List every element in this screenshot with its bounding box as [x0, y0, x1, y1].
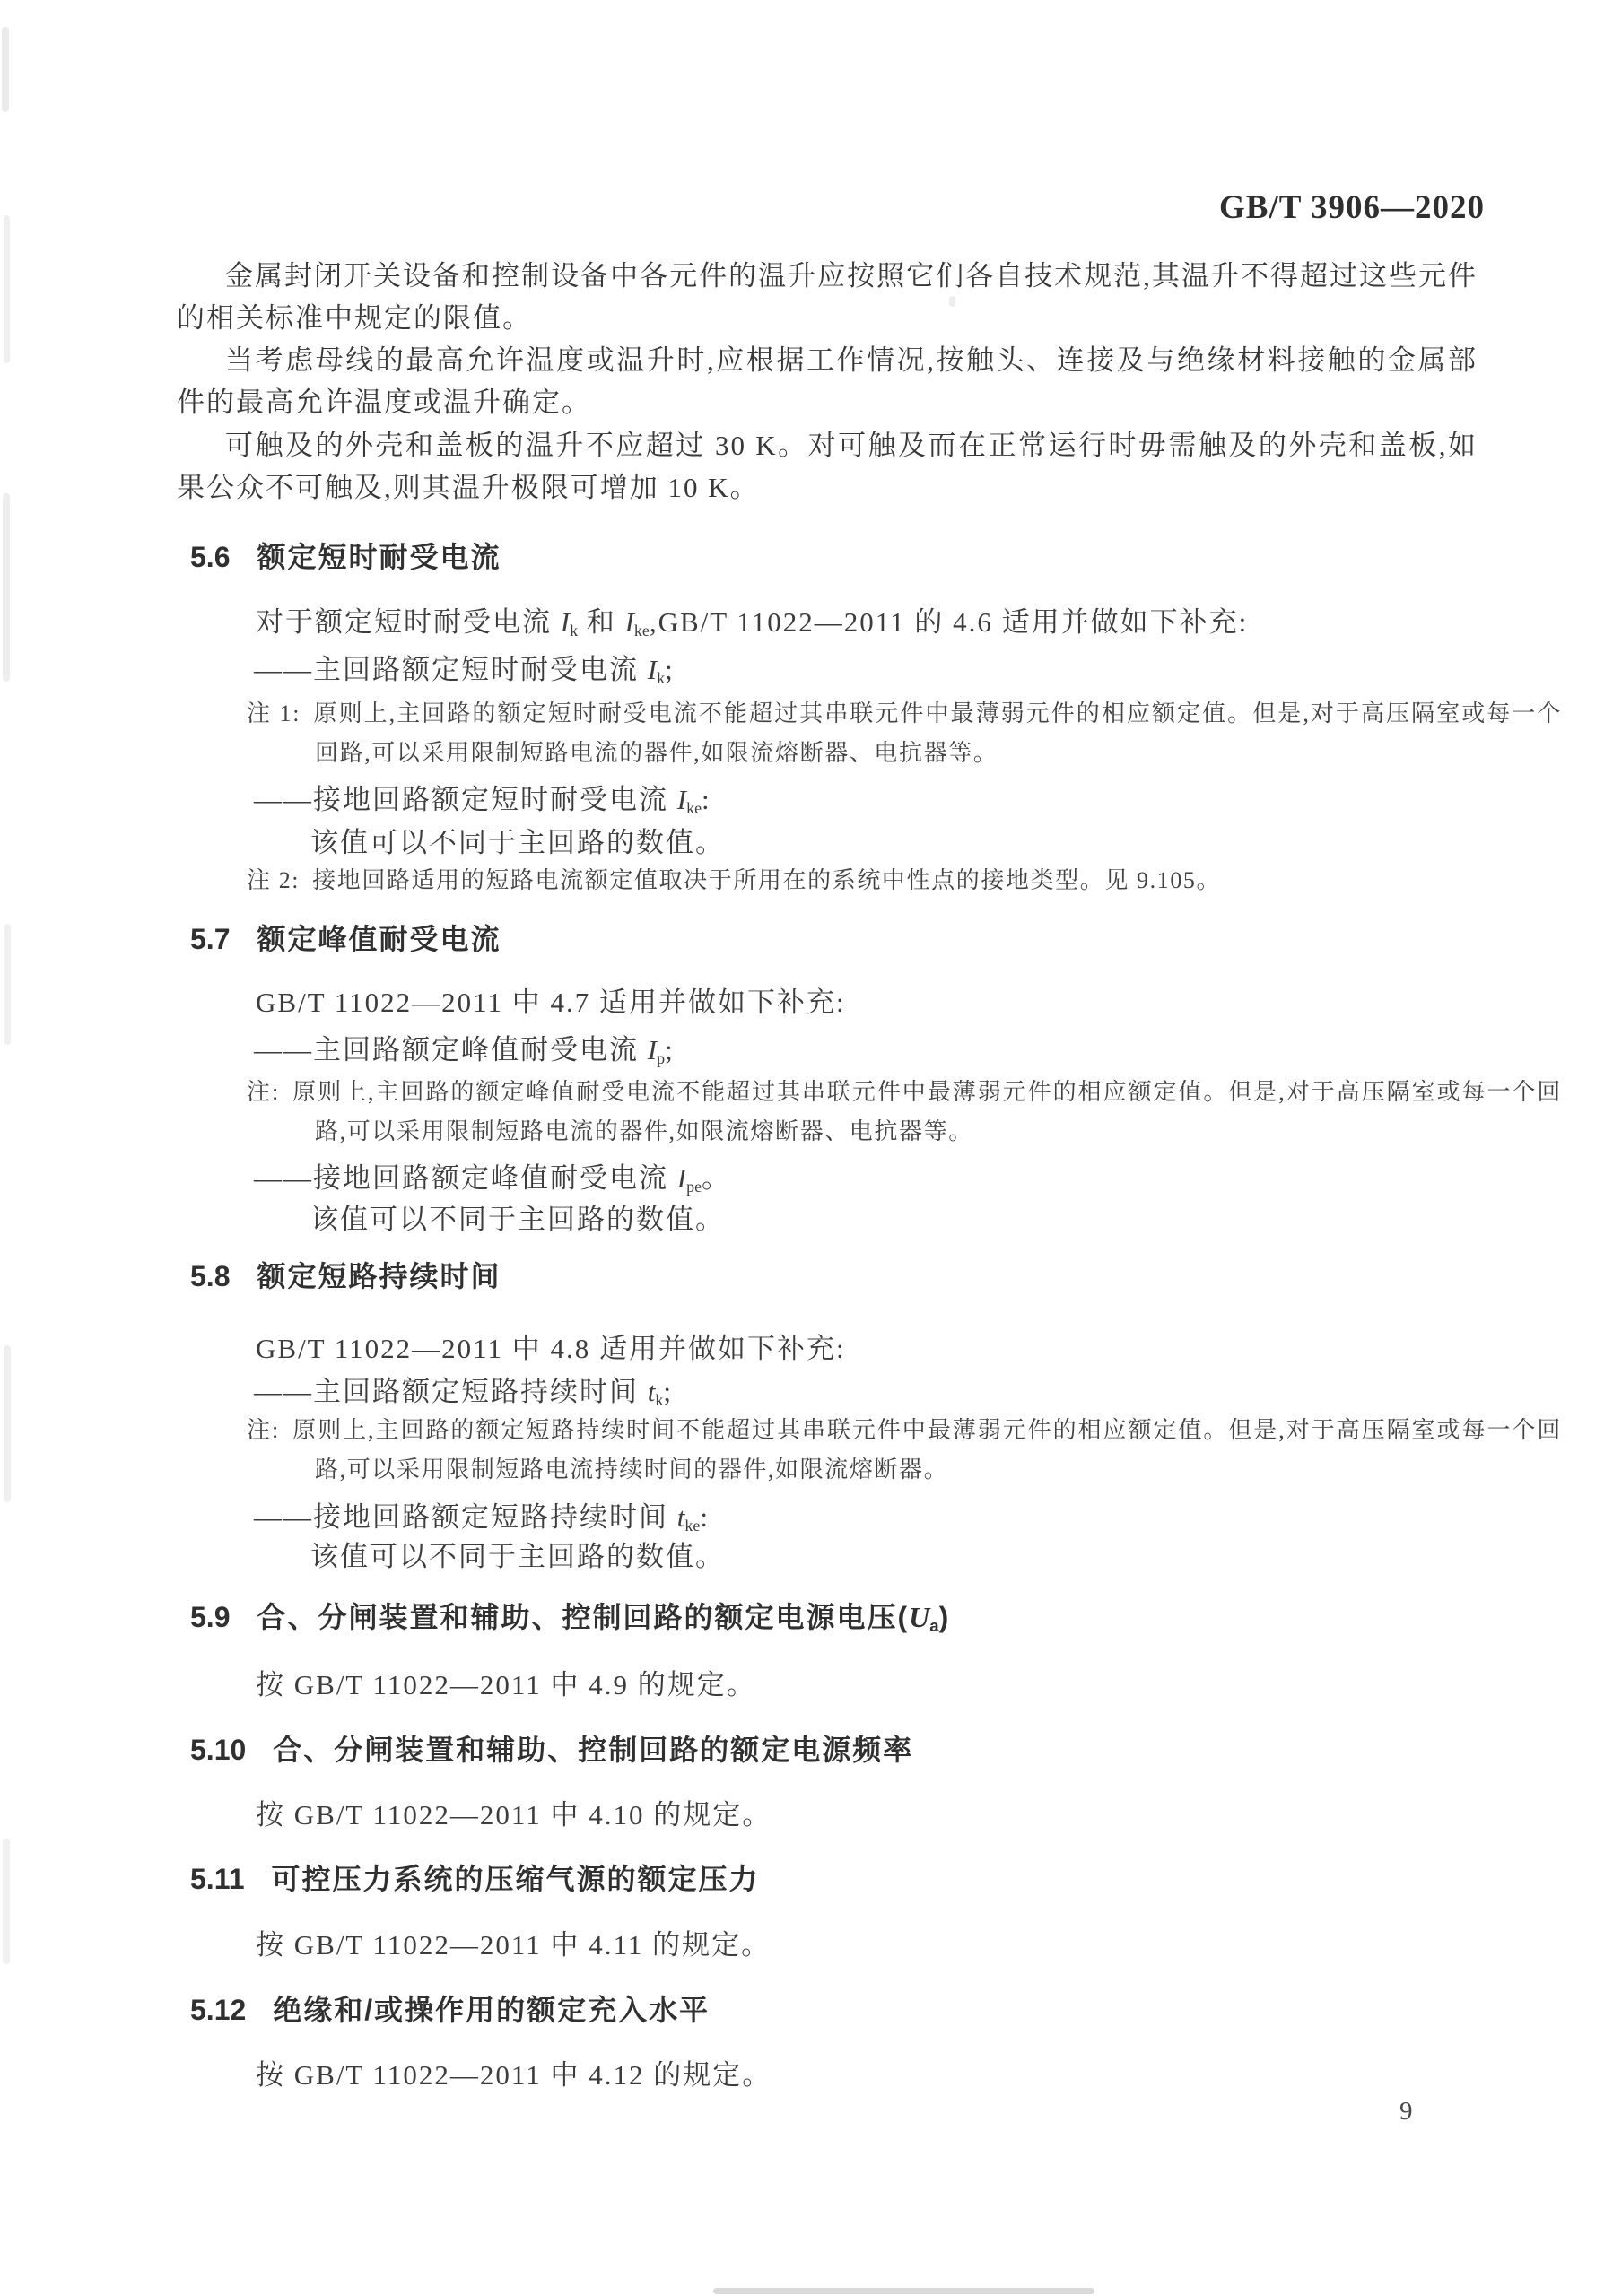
section-number: 5.11 — [190, 1863, 245, 1895]
section-number: 5.12 — [190, 1994, 247, 2026]
section-number: 5.10 — [190, 1734, 247, 1766]
section-heading-5-6 — [190, 535, 501, 576]
paragraph: 可触及的外壳和盖板的温升不应超过 30 K。对可触及而在正常运行时毋需触及的外壳和盖板,如果公众不可触及,则其温升极限可增加 10 K。 — [177, 430, 1478, 503]
dash-item: ——主回路额定峰值耐受电流 Ip; — [254, 1034, 675, 1068]
scan-artifact — [4, 215, 10, 363]
section-title: 合、分闸装置和辅助、控制回路的额定电源电压(Ua) — [257, 1601, 951, 1636]
section-body: 按 GB/T 11022—2011 中 4.9 的规定。 — [256, 1669, 756, 1700]
section-heading-5-12 — [190, 1987, 710, 2029]
note — [247, 694, 1562, 773]
section-number: 5.8 — [190, 1260, 231, 1292]
section-title: 可控压力系统的压缩气源的额定压力 — [271, 1863, 760, 1895]
dash-item: ——接地回路额定短时耐受电流 Ike: — [254, 784, 711, 818]
scan-artifact — [4, 924, 11, 1045]
sub-line: 该值可以不同于主回路的数值。 — [310, 1541, 725, 1572]
section-title: 额定短路持续时间 — [257, 1260, 501, 1292]
section-title: 额定峰值耐受电流 — [257, 923, 501, 955]
note-label: 注: — [247, 1079, 280, 1105]
section-number: 5.6 — [190, 541, 231, 573]
note — [247, 1073, 1562, 1152]
note-label: 注: — [247, 1417, 280, 1443]
section-body: 按 GB/T 11022—2011 中 4.11 的规定。 — [256, 1929, 772, 1961]
section-intro: GB/T 11022—2011 中 4.7 适用并做如下补充: — [256, 987, 846, 1018]
section-heading-5-7 — [190, 917, 501, 958]
document-code: GB/T 3906—2020 — [1219, 189, 1485, 226]
section-number: 5.9 — [190, 1601, 231, 1633]
note-label: 注 1: — [247, 700, 301, 726]
note-text: 原则上,主回路的额定短路持续时间不能超过其串联元件中最薄弱元件的相应额定值。但是,对于高压隔室或每一个回路,可以采用限制短路电流持续时间的器件,如限流熔断器。 — [292, 1417, 1562, 1483]
section-number: 5.7 — [190, 923, 231, 955]
paragraph: 金属封闭开关设备和控制设备中各元件的温升应按照它们各自技术规范,其温升不得超过这些元件的相关标准中规定的限值。 — [177, 260, 1478, 334]
paragraph: 当考虑母线的最高允许温度或温升时,应根据工作情况,按触头、连接及与绝缘材料接触的金属部件的最高允许温度或温升确定。 — [177, 344, 1478, 418]
dash-item: ——接地回路额定短路持续时间 tke: — [254, 1501, 710, 1535]
scan-artifact-bottom-bar — [713, 2288, 1094, 2294]
note-label: 注 2: — [247, 867, 301, 893]
note-text: 原则上,主回路的额定短时耐受电流不能超过其串联元件中最薄弱元件的相应额定值。但是,对于高压隔室或每一个回路,可以采用限制短路电流的器件,如限流熔断器、电抗器等。 — [313, 700, 1562, 766]
section-heading-5-8 — [190, 1254, 501, 1295]
dash-item: ——主回路额定短时耐受电流 Ik; — [254, 654, 675, 688]
section-intro: GB/T 11022—2011 中 4.8 适用并做如下补充: — [256, 1333, 846, 1364]
scan-artifact — [3, 493, 10, 682]
note-text: 原则上,主回路的额定峰值耐受电流不能超过其串联元件中最薄弱元件的相应额定值。但是,对于高压隔室或每一个回路,可以采用限制短路电流的器件,如限流熔断器、电抗器等。 — [292, 1079, 1562, 1144]
section-title: 额定短时耐受电流 — [257, 541, 501, 573]
sub-line: 该值可以不同于主回路的数值。 — [310, 827, 725, 858]
scan-artifact — [2, 27, 9, 112]
scan-artifact — [3, 1839, 10, 1964]
note-text: 接地回路适用的短路电流额定值取决于所用在的系统中性点的接地类型。见 9.105。 — [312, 867, 1222, 893]
section-heading-5-9 — [190, 1595, 950, 1636]
section-body: 按 GB/T 11022—2011 中 4.12 的规定。 — [256, 2059, 772, 2091]
section-heading-5-11 — [190, 1857, 760, 1898]
note — [247, 861, 1562, 900]
note — [247, 1411, 1562, 1490]
sub-line: 该值可以不同于主回路的数值。 — [310, 1204, 725, 1235]
section-title: 绝缘和/或操作用的额定充入水平 — [273, 1994, 711, 2026]
page-number: 9 — [1399, 2097, 1414, 2126]
scan-artifact — [4, 1345, 11, 1502]
dash-item: ——接地回路额定峰值耐受电流 Ipe。 — [254, 1162, 732, 1196]
section-heading-5-10 — [190, 1727, 913, 1769]
section-intro: 对于额定短时耐受电流 Ik 和 Ike,GB/T 11022—2011 的 4.6 适用并做如下补充: — [256, 606, 1249, 640]
dash-item: ——主回路额定短路持续时间 tk; — [254, 1376, 673, 1410]
section-body: 按 GB/T 11022—2011 中 4.10 的规定。 — [256, 1799, 772, 1831]
section-title: 合、分闸装置和辅助、控制回路的额定电源频率 — [273, 1734, 914, 1766]
